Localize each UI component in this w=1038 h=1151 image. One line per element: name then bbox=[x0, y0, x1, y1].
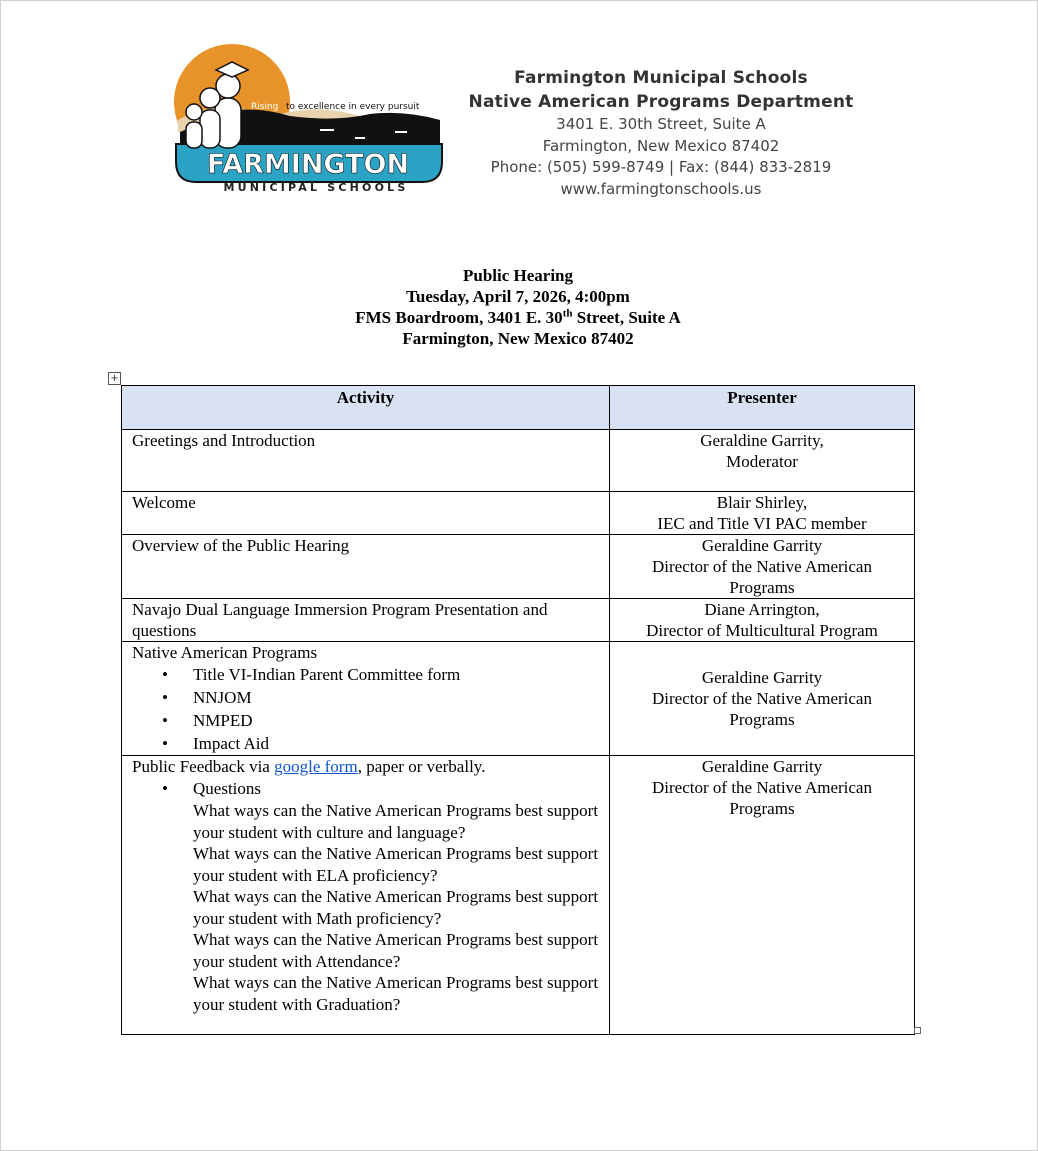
presenter-cell: Geraldine Garrity Director of the Native American Programs bbox=[610, 642, 915, 756]
question-item: What ways can the Native American Programs best support your student with Math proficiency? bbox=[193, 887, 599, 928]
presenter-cell: Diane Arrington, Director of Multicultural Program bbox=[610, 599, 915, 642]
activity-cell: Navajo Dual Language Immersion Program Presentation and questions bbox=[122, 599, 610, 642]
meeting-info bbox=[200, 265, 836, 349]
table-row bbox=[122, 535, 915, 599]
presenter-cell: Blair Shirley, IEC and Title VI PAC member bbox=[610, 492, 915, 535]
presenter-cell: Geraldine Garrity, Moderator bbox=[610, 430, 915, 492]
agenda-table bbox=[121, 385, 915, 1035]
address-line-2: Farmington, New Mexico 87402 bbox=[542, 136, 780, 155]
header-presenter: Presenter bbox=[610, 386, 915, 430]
table-row bbox=[122, 756, 915, 1035]
table-row bbox=[122, 492, 915, 535]
list-item: • Questions bbox=[193, 777, 599, 800]
program-list bbox=[132, 663, 599, 755]
org-name: Farmington Municipal Schools bbox=[514, 68, 808, 88]
questions-list bbox=[132, 777, 599, 1015]
address-line-1: 3401 E. 30th Street, Suite A bbox=[556, 115, 766, 133]
presenter-cell: Geraldine Garrity Director of the Native American Programs bbox=[610, 535, 915, 599]
org-address-block bbox=[455, 66, 867, 200]
department-name: Native American Programs Department bbox=[468, 92, 854, 112]
list-item: • NNJOM bbox=[193, 686, 599, 709]
logo-subwordmark: MUNICIPAL SCHOOLS bbox=[223, 181, 409, 194]
header-activity: Activity bbox=[122, 386, 610, 430]
list-item: • NMPED bbox=[193, 709, 599, 732]
meeting-title: Public Hearing bbox=[462, 266, 574, 285]
phone-fax: Phone: (505) 599-8749 | Fax: (844) 833-2819 bbox=[490, 158, 832, 176]
list-item: • Title VI-Indian Parent Committee form bbox=[193, 663, 599, 686]
google-form-link[interactable]: google form bbox=[274, 757, 358, 776]
meeting-datetime: Tuesday, April 7, 2026, 4:00pm bbox=[406, 287, 630, 306]
activity-cell: Overview of the Public Hearing bbox=[122, 535, 610, 599]
table-header-row bbox=[122, 386, 915, 430]
activity-cell: Greetings and Introduction bbox=[122, 430, 610, 492]
table-row bbox=[122, 642, 915, 756]
meeting-location: FMS Boardroom, 3401 E. 30th Street, Suite A bbox=[355, 307, 681, 327]
list-item: • Impact Aid bbox=[193, 732, 599, 755]
activity-cell: Native American Programs • Title VI-Indian Parent Committee form • NNJOM • NMPED • Impact Aid bbox=[122, 642, 610, 756]
table-row bbox=[122, 599, 915, 642]
logo-wordmark: FARMINGTON bbox=[206, 149, 410, 180]
question-item: What ways can the Native American Programs best support your student with Attendance? bbox=[193, 930, 599, 971]
activity-cell: Welcome bbox=[122, 492, 610, 535]
logo-tagline: to excellence in every pursuit bbox=[286, 102, 420, 112]
logo-tagline-rising: Rising bbox=[251, 102, 279, 112]
website: www.farmingtonschools.us bbox=[560, 179, 762, 198]
question-item: What ways can the Native American Programs best support your student with Graduation? bbox=[193, 973, 599, 1014]
activity-cell: Public Feedback via google form, paper or verbally. • Questions What ways can the Native American Programs best support your student with culture and language? What ways can the Native American Programs best support your student with ELA proficiency? What ways can the Native American Programs best support your student with Math proficiency? What ways can the Native American Programs best support your student with Attendance? What ways can the Native American Programs best support your student with Graduation? bbox=[122, 756, 610, 1035]
table-move-handle-icon[interactable]: + bbox=[108, 372, 121, 385]
table-row bbox=[122, 430, 915, 492]
table-resize-handle[interactable] bbox=[914, 1027, 921, 1034]
meeting-city: Farmington, New Mexico 87402 bbox=[402, 329, 634, 348]
farmington-logo bbox=[170, 40, 445, 195]
question-item: What ways can the Native American Programs best support your student with ELA proficiency? bbox=[193, 844, 599, 885]
question-item: What ways can the Native American Programs best support your student with culture and language? bbox=[193, 801, 599, 842]
presenter-cell: Geraldine Garrity Director of the Native American Programs bbox=[610, 756, 915, 1035]
